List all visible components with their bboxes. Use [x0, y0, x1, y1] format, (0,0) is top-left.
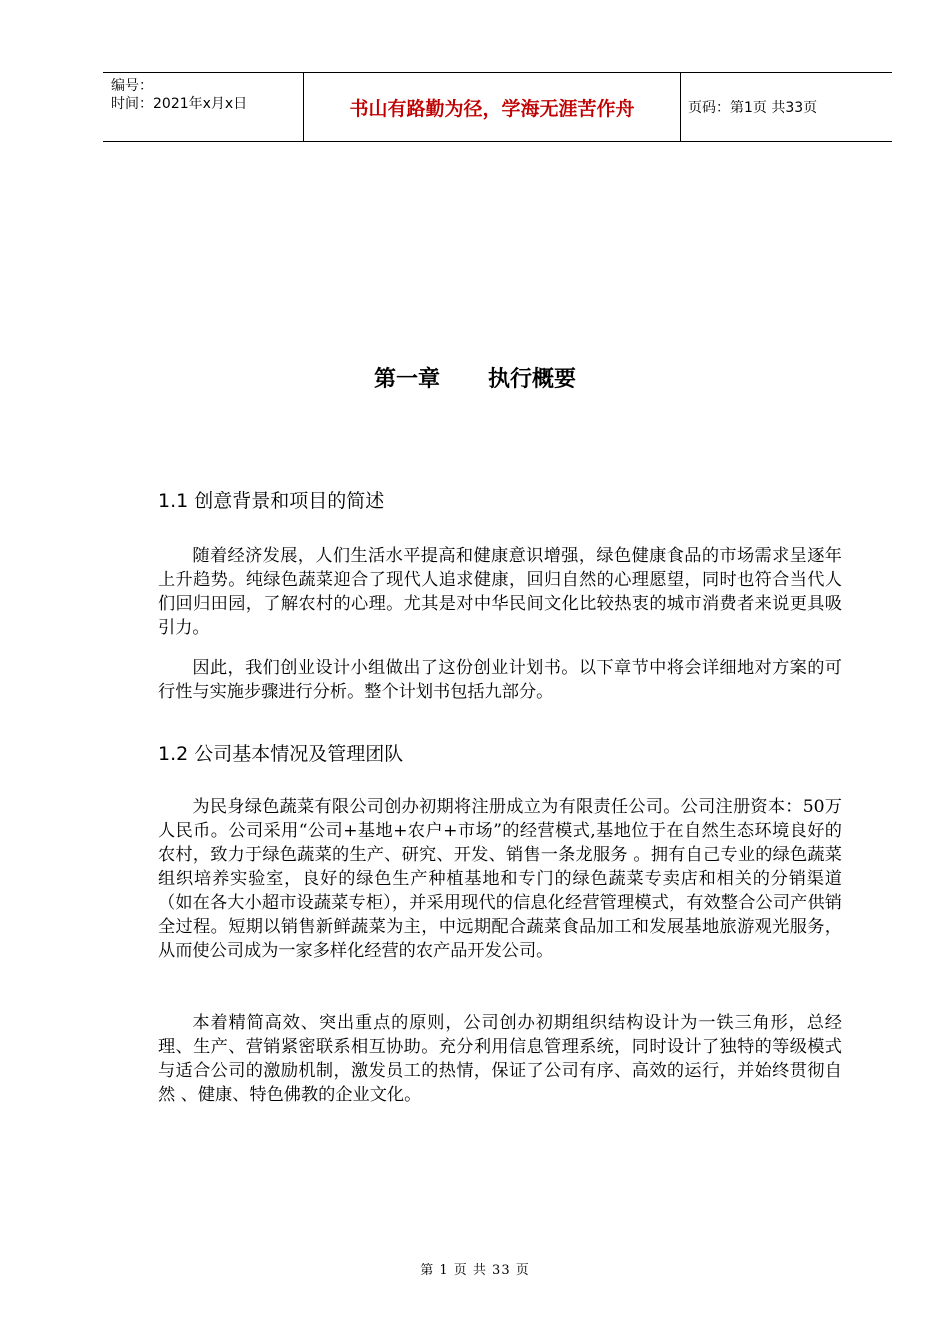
page-footer: 第 1 页 共 33 页: [420, 1263, 530, 1278]
motto-text: 书山有路勤为径，学海无涯苦作舟: [349, 97, 635, 120]
paragraph: 随着经济发展，人们生活水平提高和健康意识增强，绿色健康食品的市场需求呈逐年上升趋势。纯绿色蔬菜迎合了现代人追求健康，回归自然的心理愿望，同时也符合当代人们回归田园，了解农村的心理。尤其是对中华民间文化比较热衷的城市消费者来说更具吸引力。: [158, 546, 842, 638]
page-code: 页码：第1页 共33页: [688, 100, 818, 116]
chapter-number: 第一章: [373, 367, 440, 392]
document-header: [103, 72, 892, 142]
paragraph: 为民身绿色蔬菜有限公司创办初期将注册成立为有限责任公司。公司注册资本：50万人民币。公司采用“公司+基地+农户+市场”的经营模式,基地位于在自然生态环境良好的农村，致力于绿色蔬菜的生产、研究、开发、销售一条龙服务 。拥有自己专业的绿色蔬菜组织培养实验室，良好的绿色生产种植基地和专门的绿色蔬菜专卖店和相关的分销渠道（如在各大小超市设蔬菜专柜），并采用现代的信息化经营管理模式，有效整合公司产供销全过程。短期以销售新鲜蔬菜为主，中远期配合蔬菜食品加工和发展基地旅游观光服务，从而使公司成为一家多样化经营的农产品开发公司。: [158, 797, 842, 961]
section-heading: 1.1 创意背景和项目的简述: [158, 490, 385, 512]
chapter-name: 执行概要: [488, 367, 577, 392]
time-label: 时间：2021年x月x日: [111, 96, 248, 112]
chapter-title: [0, 362, 950, 393]
section-heading: 1.2 公司基本情况及管理团队: [158, 743, 404, 765]
paragraph: 本着精简高效、突出重点的原则，公司创办初期组织结构设计为一铁三角形，总经理、生产、营销紧密联系相互协助。充分利用信息管理系统，同时设计了独特的等级模式与适合公司的激励机制，激发员工的热情，保证了公司有序、高效的运行，并始终贯彻自然 、健康、特色佛教的企业文化。: [158, 1013, 842, 1105]
serial-label: 编号：: [111, 78, 153, 94]
header-info-cell: [103, 73, 303, 141]
header-page-cell: [680, 73, 892, 141]
header-motto-cell: [303, 73, 681, 141]
paragraph: 因此，我们创业设计小组做出了这份创业计划书。以下章节中将会详细地对方案的可行性与实施步骤进行分析。整个计划书包括九部分。: [158, 658, 842, 702]
